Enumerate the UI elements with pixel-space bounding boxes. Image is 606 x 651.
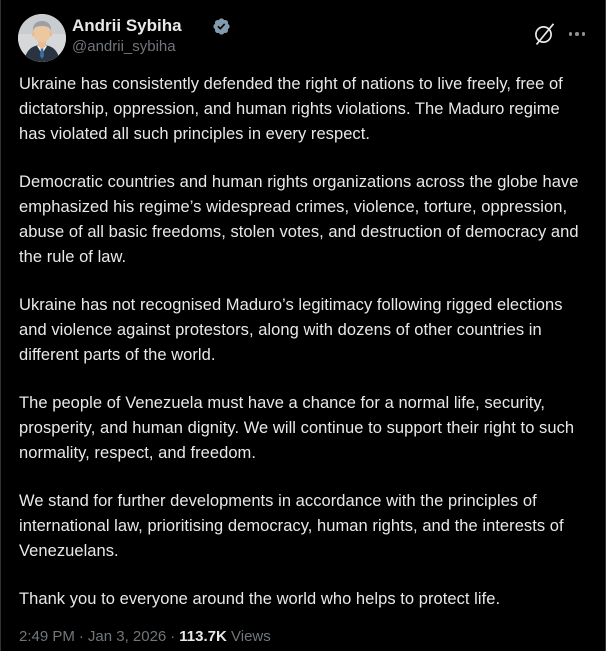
- verified-badge-icon: [212, 17, 231, 36]
- avatar[interactable]: [18, 14, 66, 62]
- date: Jan 3, 2026: [87, 628, 167, 645]
- tweet-paragraph: Ukraine has consistently defended the right of nations to live freely, free of dictatorship, oppression, and human rights violations. The Maduro regime has violated all such principles in every respect.: [19, 75, 563, 143]
- tweet-paragraph: Ukraine has not recognised Maduro’s legitimacy following rigged elections and violence against protestors, along with dozens of other countries in different parts of the world.: [19, 296, 563, 364]
- tweet-paragraph: The people of Venezuela must have a chance for a normal life, security, prosperity, and human dignity. We will continue to support their right to such normality, respect, and freedom.: [19, 394, 575, 462]
- more-button[interactable]: [569, 32, 586, 36]
- tweet-header: [1, 0, 605, 62]
- tweet-text: [1, 62, 605, 612]
- grok-button[interactable]: [533, 22, 555, 46]
- grok-icon: [533, 22, 555, 46]
- tweet-paragraph: Thank you to everyone around the world who helps to protect life.: [19, 590, 501, 608]
- author-name-row[interactable]: [72, 16, 231, 36]
- dot-separator: ·: [170, 628, 176, 645]
- avatar-photo-icon: [18, 14, 66, 62]
- tweet-meta: [1, 612, 605, 647]
- author-block: [72, 14, 231, 57]
- author-handle[interactable]: @andrii_sybiha: [72, 38, 176, 55]
- author-name: Andrii Sybiha: [72, 16, 182, 35]
- header-actions: [533, 14, 592, 46]
- tweet-paragraph: Democratic countries and human rights organizations across the globe have emphasized his regime’s widespread crimes, violence, torture, oppression, abuse of all basic freedoms, stolen votes, and destruction of democracy and the rule of law.: [19, 173, 579, 266]
- dot-separator: ·: [78, 628, 84, 645]
- ukraine-flag-emoji: [187, 19, 207, 34]
- tweet-paragraph: We stand for further developments in accordance with the principles of international law, prioritising democracy, human rights, and the interests of Venezuelans.: [19, 492, 564, 560]
- views-label: Views: [231, 628, 271, 645]
- views-count: 113.7K: [179, 628, 227, 645]
- timestamp: 2:49 PM: [19, 628, 75, 645]
- ellipsis-icon: [569, 32, 586, 36]
